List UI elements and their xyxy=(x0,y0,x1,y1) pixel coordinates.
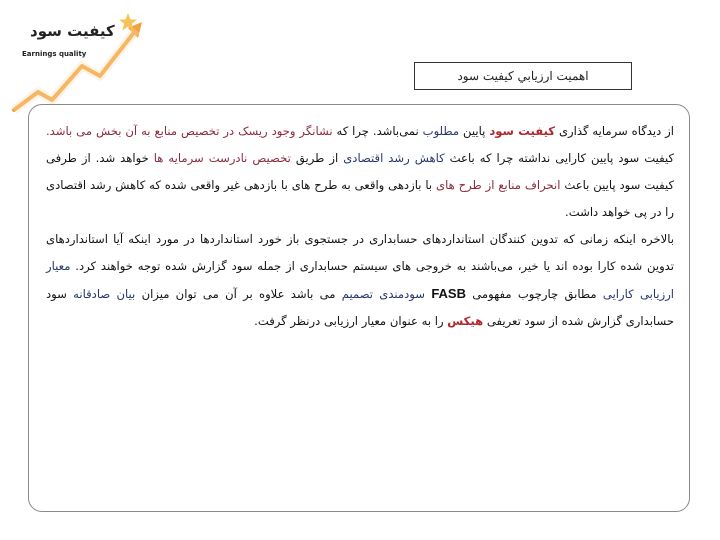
paragraph-1 xyxy=(46,118,674,226)
highlighted-term: کیفیت سود xyxy=(489,124,556,138)
logo-subtitle: Earnings quality xyxy=(22,50,87,58)
text-run: مطابق چارچوب مفهومی xyxy=(465,287,603,301)
highlighted-term: تخصیص نادرست سرمایه ها xyxy=(153,151,291,165)
highlighted-term: FASB xyxy=(431,286,466,301)
text-run: خواهد شد. از طرفی کیفیت سود پایین باعث xyxy=(46,151,674,192)
logo-title: کیفیت سود xyxy=(30,22,115,40)
text-run: با بازدهی واقعی به طرح های با بازدهی غیر واقعی شده که کاهش رشد اقتصادی را در پی خواهد داشت. xyxy=(46,178,674,219)
paragraph-2 xyxy=(46,226,674,335)
text-run: بالاخره اینکه زمانی که تدوین کنندگان استانداردهای حسابداری در جستجوی باز خورد استانداردها در مورد اینکه آیا استانداردهای تدوین شده کارا بوده اند یا خیر، می‌باشند به خروجی های سیستم حسابداری از جمله سود گزارش شده توجه خواهند کرد. xyxy=(46,232,674,273)
highlighted-term: هیکس xyxy=(447,314,484,328)
highlighted-term: نشانگر وجود ریسک در تخصیص منابع به آن بخش می باشد. xyxy=(46,124,333,138)
highlighted-term: کاهش رشد اقتصادی xyxy=(343,151,445,165)
text-run: از طریق xyxy=(290,151,344,165)
text-run: را به عنوان معیار ارزیابی درنظر گرفت. xyxy=(254,314,448,328)
highlighted-term: معیار ارزیابی کارایی xyxy=(46,259,675,301)
highlighted-term: بیان صادقانه xyxy=(73,287,136,301)
logo xyxy=(8,6,158,116)
highlighted-term: سودمندی تصمیم xyxy=(341,287,426,301)
star-icon xyxy=(118,12,138,32)
highlighted-term: مطلوب xyxy=(422,124,460,138)
text-run: می باشد علاوه بر آن می توان میزان xyxy=(135,287,342,301)
text-run: پایین xyxy=(459,124,490,138)
text-run: نمی‌باشد. چرا که xyxy=(332,124,423,138)
text-run: از دیدگاه سرمایه گذاری xyxy=(555,124,674,138)
slide-title: اهميت ارزيابي كيفيت سود xyxy=(414,62,632,90)
highlighted-term: انحراف منابع از طرح های xyxy=(436,178,561,192)
body-text xyxy=(46,118,674,335)
text-run: کیفیت سود پایین کارایی نداشته چرا که باعث xyxy=(444,151,674,165)
text-run: سود حسابداری گزارش شده از سود تعریفی xyxy=(46,287,674,328)
